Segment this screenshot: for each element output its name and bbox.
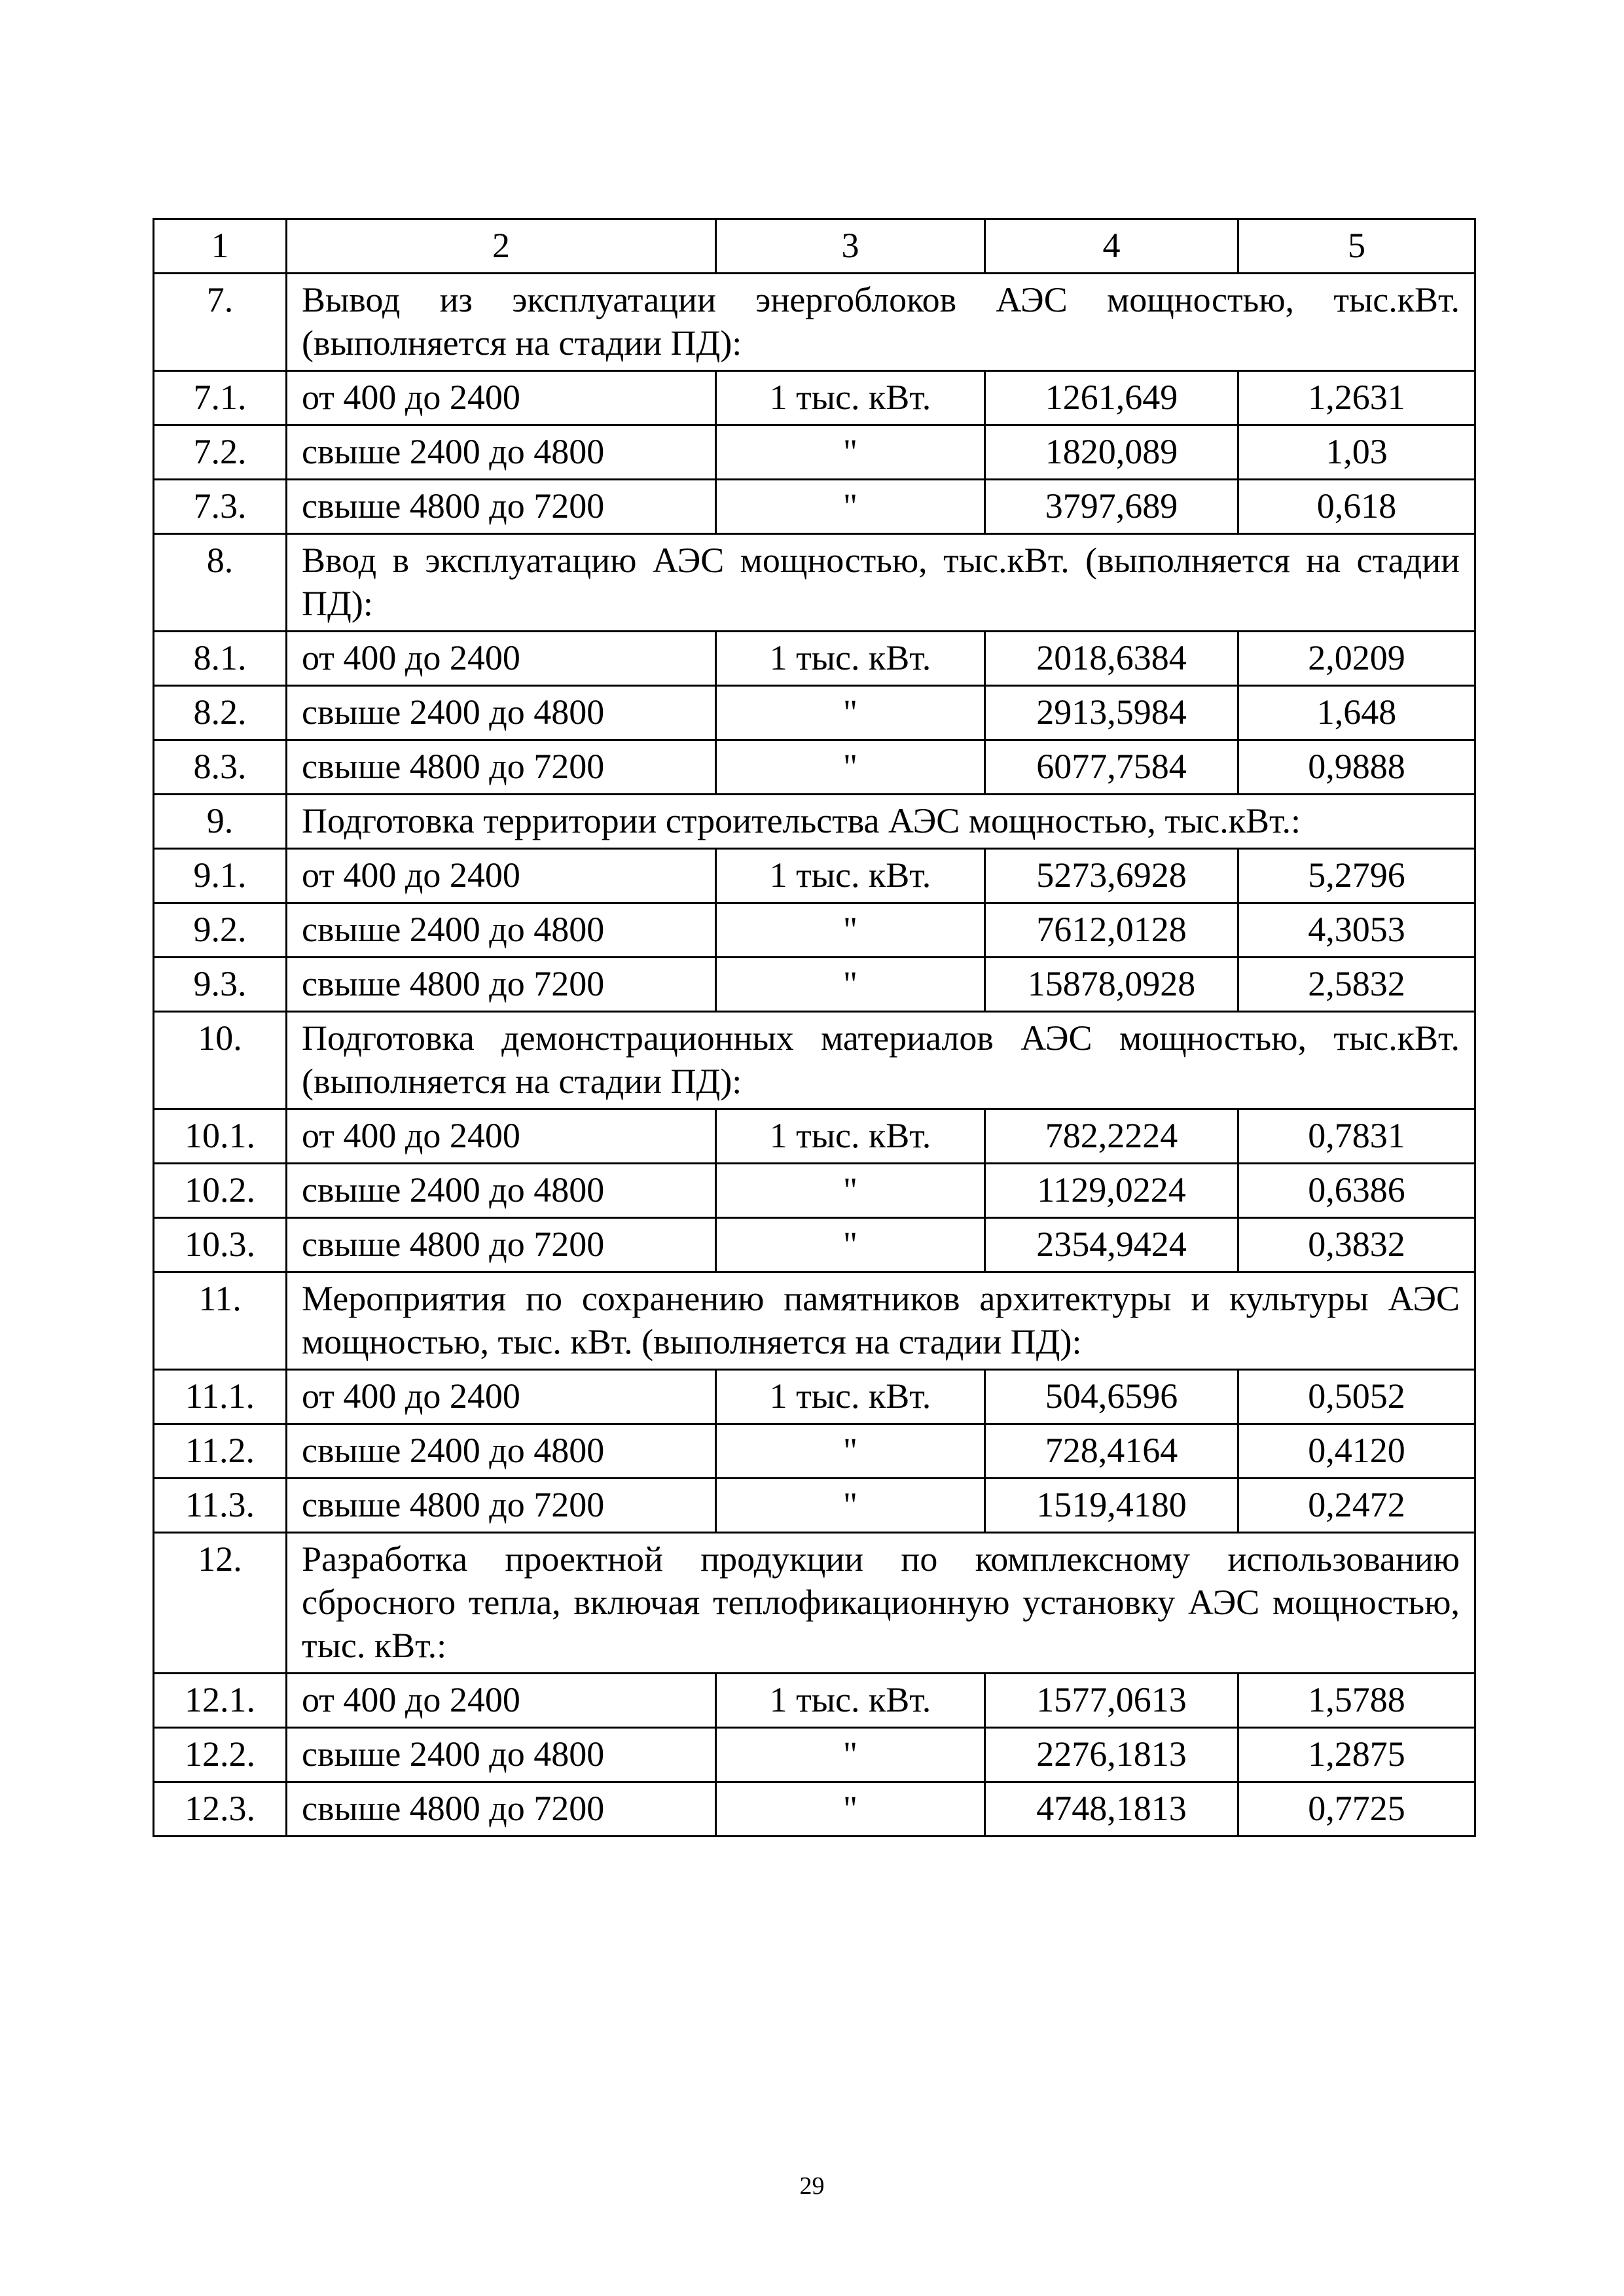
item-value-col4: 2913,5984	[985, 686, 1238, 740]
item-value-col5: 2,0209	[1238, 632, 1475, 686]
item-value-col4: 504,6596	[985, 1370, 1238, 1424]
section-number: 7.	[154, 274, 287, 371]
item-row	[154, 1164, 1475, 1218]
item-value-col5: 1,2631	[1238, 371, 1475, 425]
header-cell-5: 5	[1238, 219, 1475, 274]
item-value-col5: 1,03	[1238, 425, 1475, 480]
item-number: 7.1.	[154, 371, 287, 425]
item-number: 8.1.	[154, 632, 287, 686]
item-number: 10.2.	[154, 1164, 287, 1218]
item-name: свыше 4800 до 7200	[287, 958, 716, 1012]
item-value-col4: 2354,9424	[985, 1218, 1238, 1272]
header-cell-3: 3	[716, 219, 985, 274]
item-value-col5: 0,9888	[1238, 740, 1475, 795]
section-row	[154, 795, 1475, 849]
item-value-col4: 1129,0224	[985, 1164, 1238, 1218]
table-body	[154, 219, 1475, 1837]
item-name: свыше 4800 до 7200	[287, 740, 716, 795]
item-name: свыше 4800 до 7200	[287, 1782, 716, 1837]
page-number: 29	[799, 2172, 825, 2200]
item-unit: 1 тыс. кВт.	[716, 1109, 985, 1164]
item-value-col4: 1820,089	[985, 425, 1238, 480]
item-number: 9.1.	[154, 849, 287, 903]
item-value-col5: 0,618	[1238, 480, 1475, 534]
item-row	[154, 1218, 1475, 1272]
item-name: свыше 2400 до 4800	[287, 686, 716, 740]
item-unit: "	[716, 958, 985, 1012]
item-row	[154, 740, 1475, 795]
section-number: 8.	[154, 534, 287, 632]
section-title: Подготовка демонстрационных материалов АЭС мощностью, тыс.кВт. (выполняется на стадии ПД):	[287, 1012, 1475, 1109]
item-value-col4: 2276,1813	[985, 1728, 1238, 1782]
section-row	[154, 274, 1475, 371]
section-number: 11.	[154, 1272, 287, 1370]
item-row	[154, 371, 1475, 425]
item-name: от 400 до 2400	[287, 1109, 716, 1164]
section-title: Ввод в эксплуатацию АЭС мощностью, тыс.кВт. (выполняется на стадии ПД):	[287, 534, 1475, 632]
section-number: 9.	[154, 795, 287, 849]
section-title: Мероприятия по сохранению памятников архитектуры и культуры АЭС мощностью, тыс. кВт. (выполняется на стадии ПД):	[287, 1272, 1475, 1370]
item-row	[154, 425, 1475, 480]
item-name: свыше 4800 до 7200	[287, 1218, 716, 1272]
item-unit: "	[716, 686, 985, 740]
item-value-col5: 0,6386	[1238, 1164, 1475, 1218]
item-value-col4: 1261,649	[985, 371, 1238, 425]
item-value-col5: 0,2472	[1238, 1479, 1475, 1533]
item-unit: "	[716, 903, 985, 958]
item-unit: 1 тыс. кВт.	[716, 371, 985, 425]
header-cell-4: 4	[985, 219, 1238, 274]
table-header-row	[154, 219, 1475, 274]
item-unit: 1 тыс. кВт.	[716, 849, 985, 903]
section-number: 10.	[154, 1012, 287, 1109]
item-name: свыше 2400 до 4800	[287, 903, 716, 958]
item-value-col4: 3797,689	[985, 480, 1238, 534]
item-row	[154, 1479, 1475, 1533]
item-value-col4: 6077,7584	[985, 740, 1238, 795]
item-unit: 1 тыс. кВт.	[716, 1674, 985, 1728]
item-name: свыше 2400 до 4800	[287, 425, 716, 480]
item-value-col4: 782,2224	[985, 1109, 1238, 1164]
item-unit: "	[716, 1424, 985, 1479]
item-number: 7.3.	[154, 480, 287, 534]
item-value-col4: 7612,0128	[985, 903, 1238, 958]
item-name: от 400 до 2400	[287, 1370, 716, 1424]
section-row	[154, 1533, 1475, 1674]
item-value-col5: 5,2796	[1238, 849, 1475, 903]
item-row	[154, 480, 1475, 534]
item-name: свыше 4800 до 7200	[287, 480, 716, 534]
header-cell-1: 1	[154, 219, 287, 274]
section-row	[154, 534, 1475, 632]
item-value-col5: 4,3053	[1238, 903, 1475, 958]
item-row	[154, 849, 1475, 903]
item-number: 9.2.	[154, 903, 287, 958]
item-unit: "	[716, 1782, 985, 1837]
item-value-col5: 0,3832	[1238, 1218, 1475, 1272]
item-name: свыше 2400 до 4800	[287, 1164, 716, 1218]
item-value-col5: 1,2875	[1238, 1728, 1475, 1782]
item-name: свыше 4800 до 7200	[287, 1479, 716, 1533]
item-value-col5: 0,7725	[1238, 1782, 1475, 1837]
item-value-col5: 1,5788	[1238, 1674, 1475, 1728]
item-number: 11.1.	[154, 1370, 287, 1424]
item-value-col4: 728,4164	[985, 1424, 1238, 1479]
item-value-col5: 0,7831	[1238, 1109, 1475, 1164]
item-name: от 400 до 2400	[287, 849, 716, 903]
item-unit: "	[716, 740, 985, 795]
section-row	[154, 1272, 1475, 1370]
item-row	[154, 686, 1475, 740]
item-name: от 400 до 2400	[287, 371, 716, 425]
item-number: 11.2.	[154, 1424, 287, 1479]
item-unit: 1 тыс. кВт.	[716, 1370, 985, 1424]
item-row	[154, 903, 1475, 958]
item-row	[154, 1109, 1475, 1164]
item-unit: "	[716, 480, 985, 534]
item-row	[154, 632, 1475, 686]
item-unit: "	[716, 1479, 985, 1533]
item-number: 8.2.	[154, 686, 287, 740]
item-value-col4: 1519,4180	[985, 1479, 1238, 1533]
section-title: Вывод из эксплуатации энергоблоков АЭС мощностью, тыс.кВт. (выполняется на стадии ПД):	[287, 274, 1475, 371]
price-table	[153, 218, 1476, 1837]
item-value-col5: 2,5832	[1238, 958, 1475, 1012]
item-row	[154, 958, 1475, 1012]
item-name: свыше 2400 до 4800	[287, 1728, 716, 1782]
header-cell-2: 2	[287, 219, 716, 274]
section-number: 12.	[154, 1533, 287, 1674]
item-number: 12.3.	[154, 1782, 287, 1837]
item-value-col5: 0,5052	[1238, 1370, 1475, 1424]
item-name: от 400 до 2400	[287, 1674, 716, 1728]
item-number: 10.3.	[154, 1218, 287, 1272]
item-number: 12.2.	[154, 1728, 287, 1782]
item-row	[154, 1782, 1475, 1837]
item-value-col4: 5273,6928	[985, 849, 1238, 903]
item-value-col5: 0,4120	[1238, 1424, 1475, 1479]
item-value-col4: 1577,0613	[985, 1674, 1238, 1728]
section-title: Разработка проектной продукции по комплексному использованию сбросного тепла, включая теплофикационную установку АЭС мощностью, тыс. кВт.:	[287, 1533, 1475, 1674]
item-value-col4: 4748,1813	[985, 1782, 1238, 1837]
item-row	[154, 1728, 1475, 1782]
item-number: 8.3.	[154, 740, 287, 795]
item-row	[154, 1370, 1475, 1424]
item-row	[154, 1674, 1475, 1728]
item-number: 11.3.	[154, 1479, 287, 1533]
section-row	[154, 1012, 1475, 1109]
item-value-col4: 2018,6384	[985, 632, 1238, 686]
item-number: 12.1.	[154, 1674, 287, 1728]
item-number: 10.1.	[154, 1109, 287, 1164]
item-row	[154, 1424, 1475, 1479]
item-unit: "	[716, 1218, 985, 1272]
item-name: свыше 2400 до 4800	[287, 1424, 716, 1479]
item-unit: "	[716, 425, 985, 480]
item-value-col5: 1,648	[1238, 686, 1475, 740]
section-title: Подготовка территории строительства АЭС мощностью, тыс.кВт.:	[287, 795, 1475, 849]
item-number: 9.3.	[154, 958, 287, 1012]
item-unit: "	[716, 1164, 985, 1218]
item-number: 7.2.	[154, 425, 287, 480]
item-name: от 400 до 2400	[287, 632, 716, 686]
item-unit: 1 тыс. кВт.	[716, 632, 985, 686]
item-unit: "	[716, 1728, 985, 1782]
item-value-col4: 15878,0928	[985, 958, 1238, 1012]
